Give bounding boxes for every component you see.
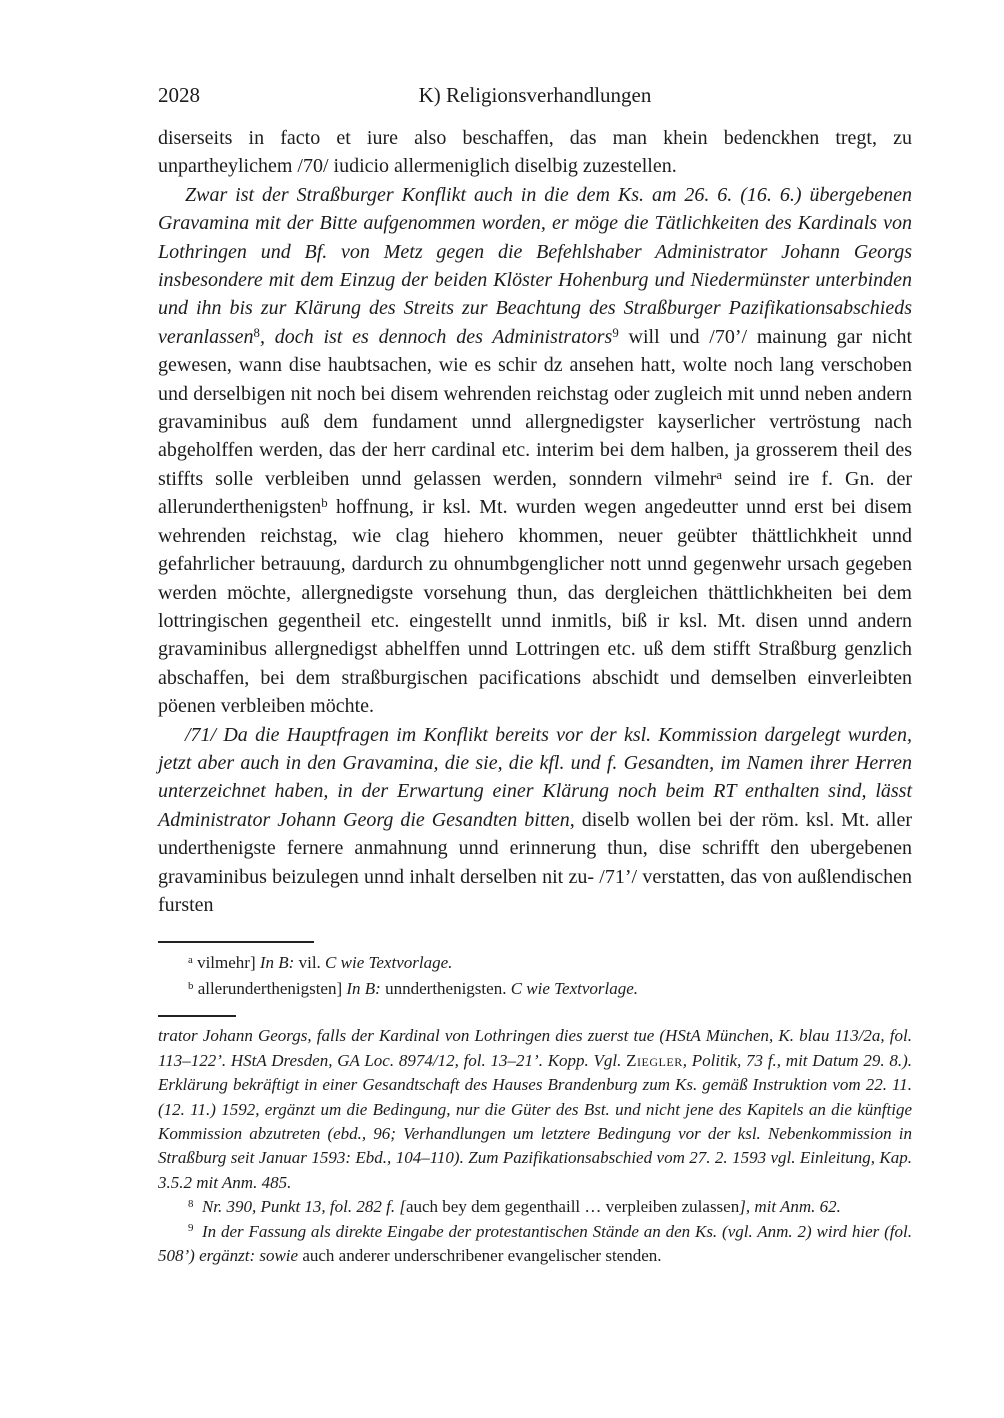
body-paragraph-2: Zwar ist der Straßburger Konflikt auch in die dem Ks. am 26. 6. (16. 6.) übergebenen Gravamina mit der Bitte aufgenommen worden, er möge die Tätlichkeiten des Kardinals von Lothringen und Bf. von Metz gegen die Befehlshaber Administrator Johann Georgs insbesondere mit dem Einzug der beiden Klöster Hohenburg und Niedermünster unterbinden und ihn bis zur Klärung des Streits zur Beachtung des Straßburger Pazifikationsabschieds veranlassen$^8$, doch ist es dennoch des Administrators$^9$ will und /70’/ mainung gar nicht gewesen, wann dise haubtsachen, wie es schir dz ansehen hatt, wolte noch lang verschoben und derselbigen nit noch bei disem wehrenden reichstag oder zugleich mit unnd neben andern gravaminibus auß dem fundament unnd allergnedigster kayserlicher vertröstung nach abgeholffen werden, das der herr cardinal etc. interim bei dem halben, ja grosserem theil des stiffts solle verbleiben unnd gelassen werden, sonndern vilmehr$^a$ seind ire f. Gn. der allerunderthenigsten$^b$ hoffnung, ir ksl. Mt. wurden wegen angedeutter unnd erst bei disem wehrenden reichstag, wie clag hiehero khommen, neuer geübter thättlichkheit unnd gefahrlicher betrauung, dardurch zu ohnumbgenglicher nott unnd gegenwehr ursach gegeben werden möchte, allergnedigste vorsehung thun, das dergleichen thättlichkheiten bei dem lottringischen gegentheil etc. eingestellt unnd inmitls, biß ir ksl. Mt. disen unnd andern gravaminibus allergnedigst abhelffen unnd Lottringen etc. uß dem stifft Straßburg genzlich abschaffen, bei dem straßburgischen pacifications abschidt und demselben einverleibten pöenen verbleiben möchte. <box>158 183 912 718</box>
footnote-separator-rule <box>158 1015 236 1017</box>
body-paragraph-1: diserseits in facto et iure also beschaffen, das man khein bedenckhen tregt, zu unpartheylichem /70/ iudicio allermeniglich diselbig zuzestellen. <box>158 127 912 178</box>
footnote-8: $^8$ Nr. 390, Punkt 13, fol. 282 f. [auch bey dem gegenthaill … verpleiben zulassen], mit Anm. 62. <box>188 1197 841 1217</box>
page-number: 2028 <box>158 83 200 107</box>
main-text-block <box>158 124 912 919</box>
apparatus-note-a: $^a$ vilmehr] In B: vil. C wie Textvorlage. <box>188 953 453 973</box>
footnotes-block <box>158 1015 912 1268</box>
footnote-9: $^9$ In der Fassung als direkte Eingabe der protestantischen Stände an den Ks. (vgl. Anm. 2) wird hier (fol. 508’) ergänzt: sowie auch anderer underschribener evangelischer stenden. <box>158 1221 912 1266</box>
apparatus-criticus <box>158 941 912 1002</box>
apparatus-note-b: $^b$ allerunderthenigsten] In B: unnderthenigsten. C wie Textvorlage. <box>188 979 639 999</box>
running-head: K) Religionsverhandlungen <box>418 83 652 107</box>
body-paragraph-3: /71/ Da die Hauptfragen im Konflikt bereits vor der ksl. Kommission dargelegt wurden, jetzt aber auch in den Gravamina, die sie, die kfl. und f. Gesandten, im Namen ihrer Herren unterzeichnet haben, in der Erwartung einer Klärung noch beim RT enthalten sind, lässt Administrator Johann Georg die Gesandten bitten, diselb wollen bei der röm. ksl. Mt. aller underthenigste fernere anmahnung unnd erinnerung thun, dise schrifft den ubergebenen gravaminibus beizulegen unnd inhalt derselben nit zu- /71’/ verstatten, das von außlendischen fursten <box>158 723 912 916</box>
page-header <box>158 82 912 109</box>
footnote-continuation: trator Johann Georgs, falls der Kardinal von Lothringen dies zuerst tue (HStA München, K. blau 113/2a, fol. 113–122’. HStA Dresden, GA Loc. 8974/12, fol. 13–21’. Kopp. Vgl. Ziegler, Politik, 73 f., mit Datum 29. 8.). Erklärung bekräftigt in einer Gesandtschaft des Hauses Brandenburg zum Ks. gemäß Instruktion vom 22. 11. (12. 11.) 1592, ergänzt um die Bedingung, nur die Güter des Bst. und nicht jene des Kapitels an die künftige Kommission abzutreten (ebd., 96; Verhandlungen um letztere Bedingung vor der ksl. Nebenkommission in Straßburg seit Januar 1593: Ebd., 104–110). Zum Pazifikationsabschied vom 27. 2. 1593 vgl. Einleitung, Kap. 3.5.2 mit Anm. 485. <box>158 1026 912 1192</box>
apparatus-separator-rule <box>158 941 314 943</box>
